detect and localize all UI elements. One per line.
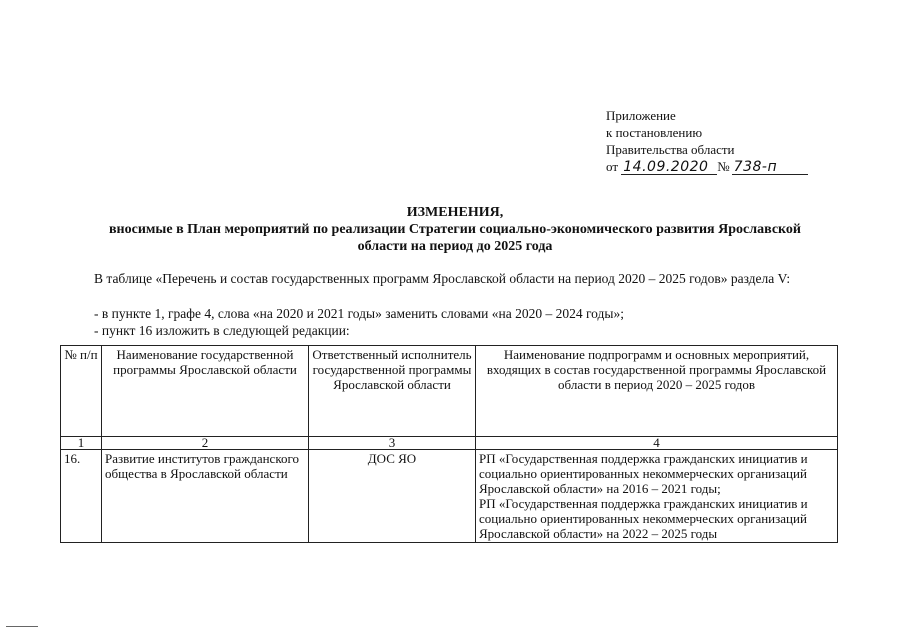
title-main: ИЗМЕНЕНИЯ,: [406, 205, 504, 220]
column-number-row: [61, 437, 838, 450]
subprogram-item: РП «Государственная поддержка гражданских инициатив и социально ориентированных некоммерческих организаций Ярославской области» на 2016 – 2021 годы;: [479, 451, 808, 496]
header-subprograms: Наименование подпрограмм и основных мероприятий, входящих в состав государственной программы Ярославской области в период 2020 – 2025 годов: [476, 346, 838, 437]
handwritten-date: 14.09.2020: [621, 160, 717, 175]
header-number: № п/п: [61, 346, 102, 437]
column-number: 3: [309, 437, 476, 450]
column-number: 2: [102, 437, 309, 450]
row-subprograms: [476, 450, 838, 543]
appendix-resolution-line: к постановлению: [606, 125, 703, 140]
header-executor: Ответственный исполнитель государственной программы Ярославской области: [309, 346, 476, 437]
appendix-government-line: Правительства области: [606, 142, 735, 157]
appendix-header: [606, 107, 808, 175]
row-executor: ДОС ЯО: [309, 450, 476, 543]
document-title: [60, 204, 850, 255]
appendix-date-line: [606, 158, 808, 175]
table-row: [61, 450, 838, 543]
row-program-name: Развитие институтов гражданского общества в Ярославской области: [102, 450, 309, 543]
date-prefix: от: [606, 159, 619, 174]
appendix-label: Приложение: [606, 108, 676, 123]
column-number: 1: [61, 437, 102, 450]
subprogram-item: РП «Государственная поддержка гражданских инициатив и социально ориентированных некоммерческих организаций Ярославской области» на 2022 – 2025 годы: [479, 496, 808, 541]
table-header-row: [61, 346, 838, 437]
programs-table: [60, 345, 838, 543]
paragraph-intro: В таблице «Перечень и состав государственных программ Ярославской области на период 2020 – 2025 годов» раздела V:: [94, 271, 791, 286]
number-sign: №: [717, 159, 730, 174]
column-number: 4: [476, 437, 838, 450]
header-program: Наименование государственной программы Ярославской области: [102, 346, 309, 437]
title-subtitle: вносимые в План мероприятий по реализации Стратегии социально-экономического развития Ярославской области на период до 2025 года: [108, 222, 801, 254]
paragraph-item-1: - в пункте 1, графе 4, слова «на 2020 и 2021 годы» заменить словами «на 2020 – 2024 годы»;: [94, 306, 624, 321]
paragraph-item-16: - пункт 16 изложить в следующей редакции:: [94, 323, 350, 338]
row-number: 16.: [61, 450, 102, 543]
handwritten-number: 738-п: [732, 160, 808, 175]
scan-edge-mark: [6, 626, 38, 627]
